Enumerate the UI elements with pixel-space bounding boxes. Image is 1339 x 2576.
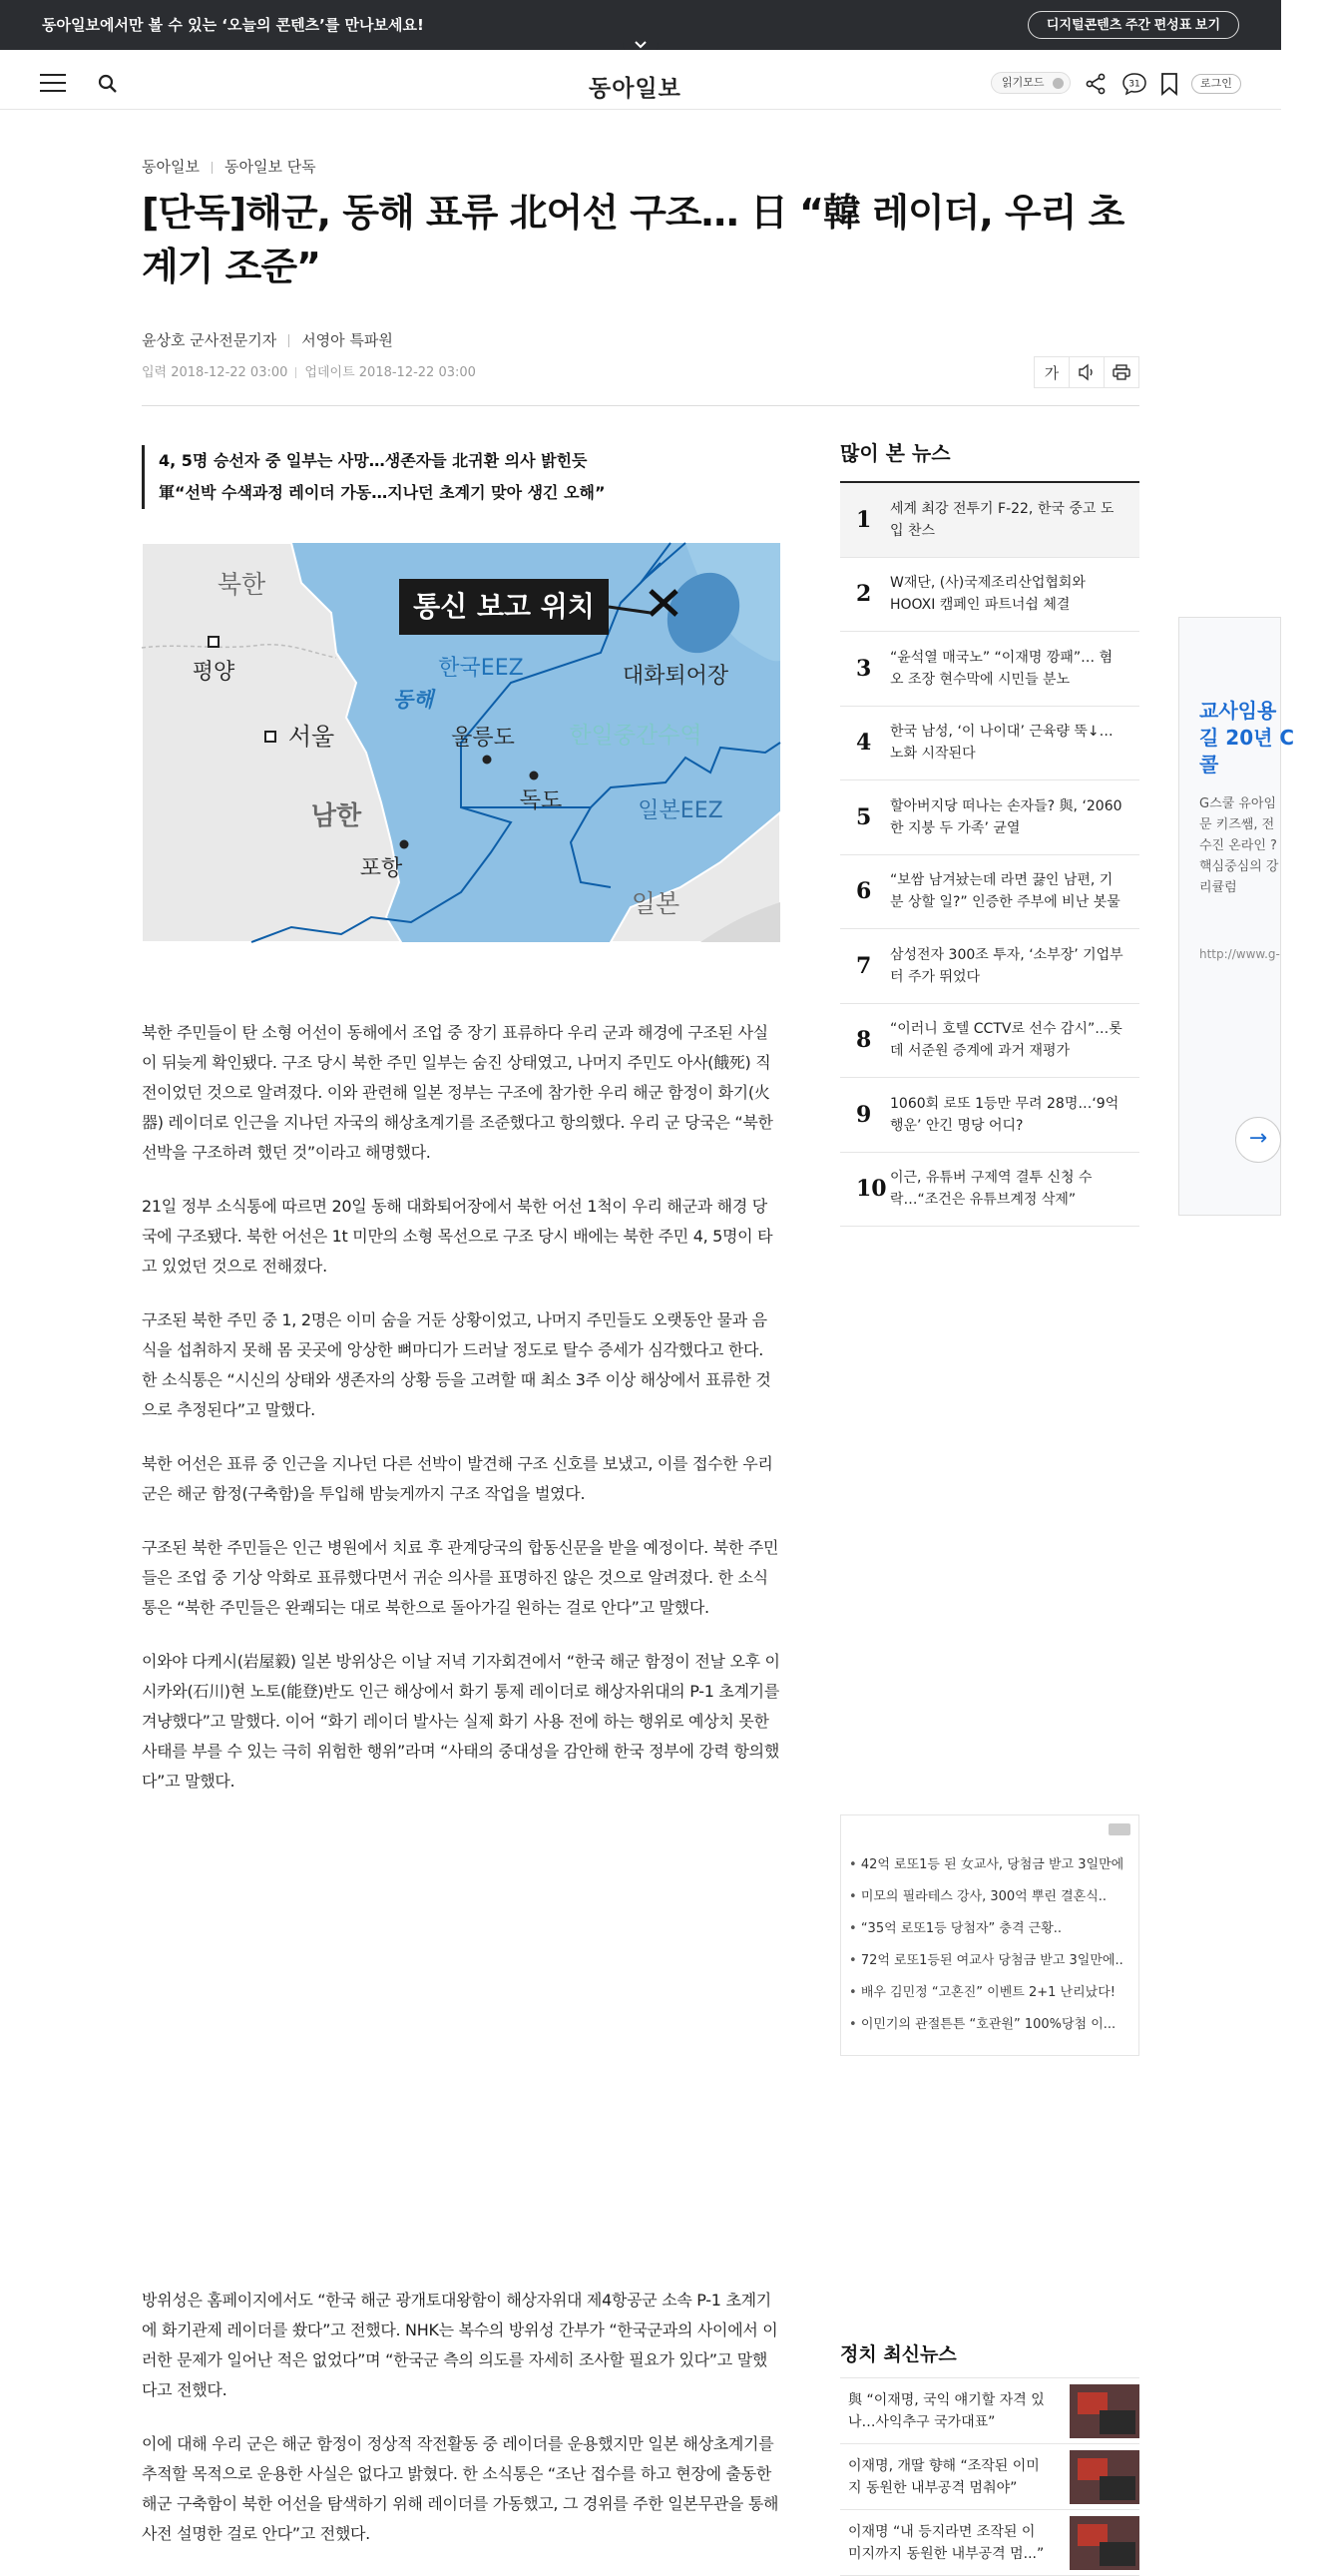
most-viewed-item[interactable] [840,929,1139,1004]
ad-desc-line: 수진 온라인 ? [1199,838,1277,853]
most-viewed-item[interactable] [840,1004,1139,1079]
most-viewed-headline[interactable]: “보쌈 남겨놨는데 라면 끓인 남편, 기분 상할 일?” 인증한 주부에 비난 봇물 [890,872,1120,911]
article-dates [142,361,476,380]
paragraph: 북한 어선은 표류 중 인근을 지나던 다른 선박이 발견해 구조 신호를 보냈고, 이를 접수한 우리 군은 해군 함정(구축함)을 투입해 밤늦게까지 구조 작업을 벌였다. [142,1454,773,1503]
most-viewed-item[interactable] [840,1078,1139,1153]
comment-icon[interactable] [1121,72,1145,96]
article-body-1 [142,1018,780,1820]
ad-desc-line: G스쿨 유아임 [1199,796,1276,811]
published-date: 입력 2018-12-22 03:00 [142,365,288,380]
politics-title: 정치 최신뉴스 [840,2343,957,2365]
ad-title[interactable] [1199,698,1319,778]
ad-desc-line: 리큘럼 [1199,880,1237,895]
promo-link[interactable]: • 72억 로또1등된 여교사 당첨금 받고 3일만에.. [849,1945,1132,1977]
search-icon[interactable] [98,74,118,94]
side-ad[interactable] [1178,617,1295,1216]
font-size-button[interactable]: 가 [1035,357,1070,387]
map-label-yamato: 대화퇴어장 [622,664,729,689]
breadcrumb-home[interactable]: 동아일보 [142,158,200,176]
paragraph: 구조된 북한 주민 중 1, 2명은 이미 숨을 거둔 상황이었고, 나머지 주민들도 오랫동안 물과 음식을 섭취하지 못해 몸 곳곳에 앙상한 뼈마디가 드러날 정도로 탈수 증세가 심각했다고 한다. 한 소식통은 “시신의 상태와 생존자의 상황 등을 고려할 때 최소 3주 이상 해상에서 표류한 것으로 추정된다”고 말했다. [142,1310,771,1419]
promo-links-box [840,1814,1139,2056]
politics-list [840,2377,1139,2576]
most-viewed-headline[interactable]: “이러니 호텔 CCTV로 선수 감시”…롯데 서준원 증계에 과거 재평가 [890,1021,1122,1060]
map-label-japan-eez: 일본EEZ [638,798,723,823]
rank-number: 8 [856,1027,872,1054]
map-banner: 통신 보고 위치 [413,590,595,623]
map-label-joint-zone: 한일중간수역 [569,723,702,749]
politics-thumbnail[interactable] [1070,2384,1139,2438]
rank-number: 9 [856,1101,872,1128]
promo-text[interactable]: 동아일보에서만 볼 수 있는 ‘오늘의 콘텐츠’를 만나보세요! [42,16,424,34]
politics-item[interactable] [840,2510,1139,2576]
most-viewed-headline[interactable]: W재단, (사)국제조리산업협회와 HOOXI 캠페인 파트너쉽 체결 [890,575,1086,614]
updated-date: 업데이트 2018-12-22 03:00 [304,365,476,380]
rank-number: 6 [856,878,872,905]
politics-thumbnail[interactable] [1070,2450,1139,2504]
map-label-korea-eez: 한국EEZ [438,656,524,681]
reporter-1[interactable]: 윤상호 군사전문기자 [142,331,277,349]
most-viewed-list [840,481,1139,1227]
most-viewed-item[interactable] [840,483,1139,558]
comment-count: 31 [1128,79,1140,90]
map-label-ulleungdo: 울릉도 [451,726,515,751]
most-viewed-headline[interactable]: 이근, 유튜버 구제역 결투 신청 수락…“조건은 유튜브계정 삭제” [890,1170,1093,1209]
global-nav [0,50,1281,110]
promo-links-list [849,1849,1132,2041]
most-viewed-headline[interactable]: “윤석열 매국노” “이재명 깡패”… 혐오 조장 현수막에 시민들 분노 [890,649,1114,688]
most-viewed-title: 많이 본 뉴스 [840,441,951,465]
map-label-pohang: 포항 [359,856,403,881]
rank-number: 3 [856,655,872,682]
map-label-seoul: 서울 [287,723,335,751]
promo-link[interactable]: • 배우 김민정 “고혼진” 이벤트 2+1 난리났다! [849,1977,1132,2009]
arrow-right-icon[interactable]: → [1235,1117,1281,1163]
map-label-south-korea: 남한 [310,801,362,831]
ad-url[interactable]: http://www.g- [1199,947,1280,961]
reporter-2[interactable]: 서영아 특파원 [301,331,393,349]
rank-number: 2 [856,581,872,608]
most-viewed-item[interactable] [840,855,1139,930]
share-icon[interactable] [1084,72,1108,96]
ad-title-line: 콜 [1199,753,1219,776]
article-summary [142,445,780,509]
most-viewed-headline[interactable]: 삼성전자 300조 투자, ‘소부장’ 기업부터 주가 뛰었다 [890,946,1123,985]
most-viewed-item[interactable] [840,558,1139,633]
politics-item[interactable] [840,2444,1139,2510]
politics-thumbnail[interactable] [1070,2516,1139,2570]
menu-icon[interactable] [40,74,66,92]
map-label-dokdo: 독도 [519,788,563,813]
article-body-2 [142,2286,780,2573]
politics-headline[interactable]: 이재명, 개딸 향해 “조작된 이미지 동원한 내부공격 멈춰야” [848,2457,1040,2496]
schedule-button[interactable]: 디지털콘텐츠 주간 편성표 보기 [1028,11,1239,39]
map-label-north-korea: 북한 [217,570,266,599]
most-viewed-headline[interactable]: 한국 남성, ‘이 나이대’ 근육량 뚝↓…노화 시작된다 [890,724,1114,763]
rank-number: 4 [856,730,872,757]
breadcrumb [142,156,316,177]
paragraph: 21일 정부 소식통에 따르면 20일 동해 대화퇴어장에서 북한 어선 1척이 우리 해군과 해경 당국에 구조됐다. 북한 어선은 1t 미만의 소형 목선으로 구조 당시 배에는 북한 주민 4, 5명이 타고 있었던 것으로 전해졌다. [142,1197,773,1276]
politics-headline[interactable]: 與 “이재명, 국익 얘기할 자격 있나…사익추구 국가대표” [848,2391,1045,2430]
most-viewed-item[interactable] [840,780,1139,855]
promo-link[interactable]: • 이민기의 관절튼튼 “호관원” 100%당첨 이... [849,2009,1132,2041]
rank-number: 1 [856,506,872,533]
rank-number: 5 [856,803,872,830]
politics-item[interactable] [840,2378,1139,2444]
article-title: [단독]해군, 동해 표류 北어선 구조… 日 “韓 레이더, 우리 초계기 조준” [142,191,1124,288]
rank-number: 7 [856,952,872,979]
ad-description [1199,793,1339,898]
toggle-knob [1053,78,1064,89]
bookmark-icon[interactable] [1159,72,1183,96]
paragraph: 구조된 북한 주민들은 인근 병원에서 치료 후 관계당국의 합동신문을 받을 예정이다. 북한 주민들은 조업 중 기상 악화로 표류했다면서 귀순 의사를 표명하진 않은 것으로 알려졌다. 한 소식통은 “북한 주민들은 완쾌되는 대로 북한으로 돌아가길 원하는 걸로 안다”고 말했다. [142,1538,779,1617]
header-divider [142,405,1139,406]
summary-line-1: 4, 5명 승선자 중 일부는 사망…생존자들 北귀환 의사 밝힌듯 [159,451,588,470]
article-tools [1034,356,1139,388]
most-viewed-item[interactable] [840,707,1139,781]
ad-title-line: 길 20년 C [1199,726,1295,750]
ad-title-line: 교사임용 [1199,699,1277,723]
most-viewed-headline[interactable]: 1060회 로또 1등만 무려 28명…‘9억 행운’ 안긴 명당 어디? [890,1095,1119,1134]
print-icon[interactable] [1105,357,1138,387]
rank-number: 10 [856,1176,887,1203]
ad-desc-line: 문 키즈쌤, 전 [1199,817,1275,832]
read-mode-toggle[interactable] [991,72,1071,94]
map-label-pyongyang: 평양 [192,660,235,685]
ad-badge [1109,1823,1130,1835]
promo-link[interactable]: • 미모의 필라테스 강사, 300억 뿌린 결혼식.. [849,1881,1132,1913]
paragraph: 북한 주민들이 탄 소형 어선이 동해에서 조업 중 장기 표류하다 우리 군과 해경에 구조된 사실이 뒤늦게 확인됐다. 구조 당시 북한 주민 일부는 숨진 상태였고, 나머지 주민도 아사(餓死) 직전이었던 것으로 알려졌다. 이와 관련해 일본 정부는 구조에 참가한 우리 해군 함정이 화기(火器) 레이더로 인근을 지나던 자국의 해상초계기를 조준했다고 항의했다. 우리 군 당국은 “북한 선박을 구조하려 했던 것”이라고 해명했다. [142,1023,773,1162]
politics-headline[interactable]: 이재명 “내 등지라면 조작된 이미지까지 동원한 내부공격 멈...” [848,2523,1045,2562]
summary-line-2: 軍“선박 수색과정 레이더 가동…지나던 초계기 맞아 생긴 오해” [159,483,606,502]
breadcrumb-section[interactable]: 동아일보 단독 [223,158,316,176]
article-map-image[interactable] [142,543,780,942]
map-label-japan: 일본 [631,889,680,918]
speaker-icon[interactable] [1070,357,1105,387]
login-button[interactable]: 로그인 [1191,74,1241,94]
read-mode-label: 읽기모드 [1002,76,1045,89]
promo-link[interactable]: • 42억 로또1등 된 女교사, 당첨금 받고 3일만에 [849,1849,1132,1881]
paragraph: 방위성은 홈페이지에서도 “한국 해군 광개토대왕함이 해상자위대 제4항공군 소속 P-1 초계기에 화기관제 레이더를 쐈다”고 전했다. NHK는 복수의 방위성 간부가 “한국군과의 사이에서 이러한 문제가 일어난 적은 없었다”며 “한국군 측의 의도를 자세히 조사할 필요가 있다”고 말했다고 전했다. [142,2291,778,2399]
site-logo[interactable]: 동아일보 [589,75,681,102]
map-label-east-sea: 동해 [392,688,434,712]
paragraph: 이에 대해 우리 군은 해군 함정이 정상적 작전활동 중 레이더를 운용했지만 일본 해상초계기를 추적할 목적으로 운용한 사실은 없다고 밝혔다. 한 소식통은 “조난 접수를 하고 현장에 출동한 해군 구축함이 북한 어선을 탐색하기 위해 레이더를 가동했고, 그 경위를 주한 일본무관을 통해 사전 설명한 걸로 안다”고 전했다. [142,2434,779,2543]
most-viewed-item[interactable] [840,1153,1139,1228]
promo-link[interactable]: • “35억 로또1등 당첨자” 충격 근황.. [849,1913,1132,1945]
most-viewed-headline[interactable]: 할아버지당 떠나는 손자들? 與, ‘2060 한 지붕 두 가족’ 균열 [890,797,1122,836]
paragraph: 이와야 다케시(岩屋毅) 일본 방위상은 이날 저녁 기자회견에서 “한국 해군 함정이 전날 오후 이시카와(石川)현 노토(能登)반도 인근 해상에서 화기 통제 레이더로 해상자위대의 P-1 초계기를 겨냥했다”고 말했다. 이어 “화기 레이더 발사는 실제 화기 사용 전에 하는 행위로 예상치 못한 사태를 부를 수 있는 극히 위험한 행위”라며 “사태의 중대성을 감안해 한국 정부에 강력 항의했다”고 말했다. [142,1652,780,1791]
most-viewed-item[interactable] [840,632,1139,707]
byline [142,329,393,350]
ad-desc-line: 핵심중심의 강 [1199,859,1279,874]
most-viewed-headline[interactable]: 세계 최강 전투기 F-22, 한국 중고 도입 찬스 [890,500,1115,539]
